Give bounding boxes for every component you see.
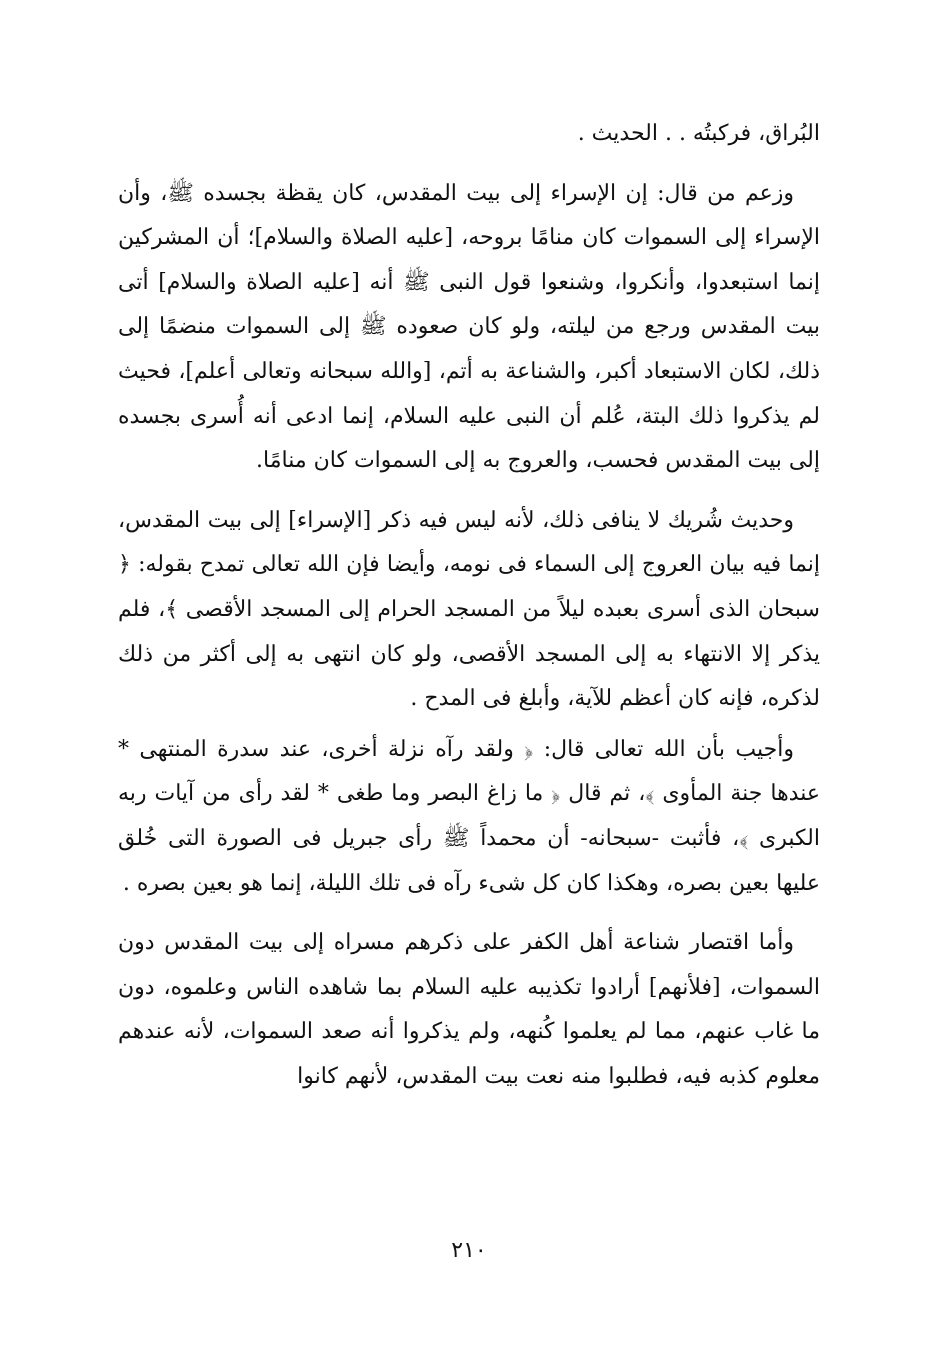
- paragraph-gap: [118, 906, 820, 921]
- paragraph-gap: [118, 157, 820, 172]
- paragraph-1-continuation: البُراق، فركبتُه . . الحديث .: [577, 121, 820, 146]
- paragraph-2: وزعم من قال: إن الإسراء إلى بيت المقدس، كان يقظة بجسده ﷺ، وأن الإسراء إلى السموات كان منامًا بروحه، [عليه الصلاة والسلام]؛ أن المشركين إنما استبعدوا، وأنكروا، وشنعوا قول النبى ﷺ أنه [عليه الصلاة والسلام] أتى بيت المقدس ورجع من ليلته، ولو كان صعوده ﷺ إلى السموات منضمًا إلى ذلك، لكان الاستبعاد أكبر، والشناعة به أتم، [والله سبحانه وتعالى أعلم]، فحيث لم يذكروا ذلك البتة، عُلم أن النبى عليه السلام، إنما ادعى أنه أُسرى بجسده إلى بيت المقدس فحسب، والعروج به إلى السموات كان منامًا.: [118, 180, 820, 474]
- paragraph-3: وحديث شُريك لا ينافى ذلك، لأنه ليس فيه ذكر [الإسراء] إلى بيت المقدس، إنما فيه بيان العروج إلى السماء فى نومه، وأيضا فإن الله تعالى تمدح بقوله: ﴿ سبحان الذى أسرى بعبده ليلاً من المسجد الحرام إلى المسجد الأقصى ﴾، فلم يذكر إلا الانتهاء به إلى المسجد الأقصى، ولو كان انتهى به إلى أكثر من ذلك لذكره، فإنه كان أعظم للآية، وأبلغ فى المدح .: [118, 507, 820, 712]
- page-number: ٢١٠: [451, 1238, 487, 1263]
- paragraph-4: وأجيب بأن الله تعالى قال: ﴿ ولقد رآه نزلة أخرى، عند سدرة المنتهى * عندها جنة المأوى ﴾، ثم قال ﴿ ما زاغ البصر وما طغى * لقد رأى من آيات ربه الكبرى ﴾، فأثبت -سبحانه- أن محمداً ﷺ رأى جبريل فى الصورة التى خُلق عليها بعين بصره، وهكذا كان كل شىء رآه فى تلك الليلة، إنما هو بعين بصره .: [118, 736, 820, 896]
- body-text: [118, 112, 820, 1099]
- paragraph-gap: [118, 484, 820, 499]
- paragraph-5: وأما اقتصار شناعة أهل الكفر على ذكرهم مسراه إلى بيت المقدس دون السموات، [فلأنهم] أرادوا تكذيبه عليه السلام بما شاهده الناس وعلموه، دون ما غاب عنهم، مما لم يعلموا كُنهه، ولم يذكروا أنه صعد السموات، لأنه عندهم معلوم كذبه فيه، فطلبوا منه نعت بيت المقدس، لأنهم كانوا: [118, 930, 820, 1089]
